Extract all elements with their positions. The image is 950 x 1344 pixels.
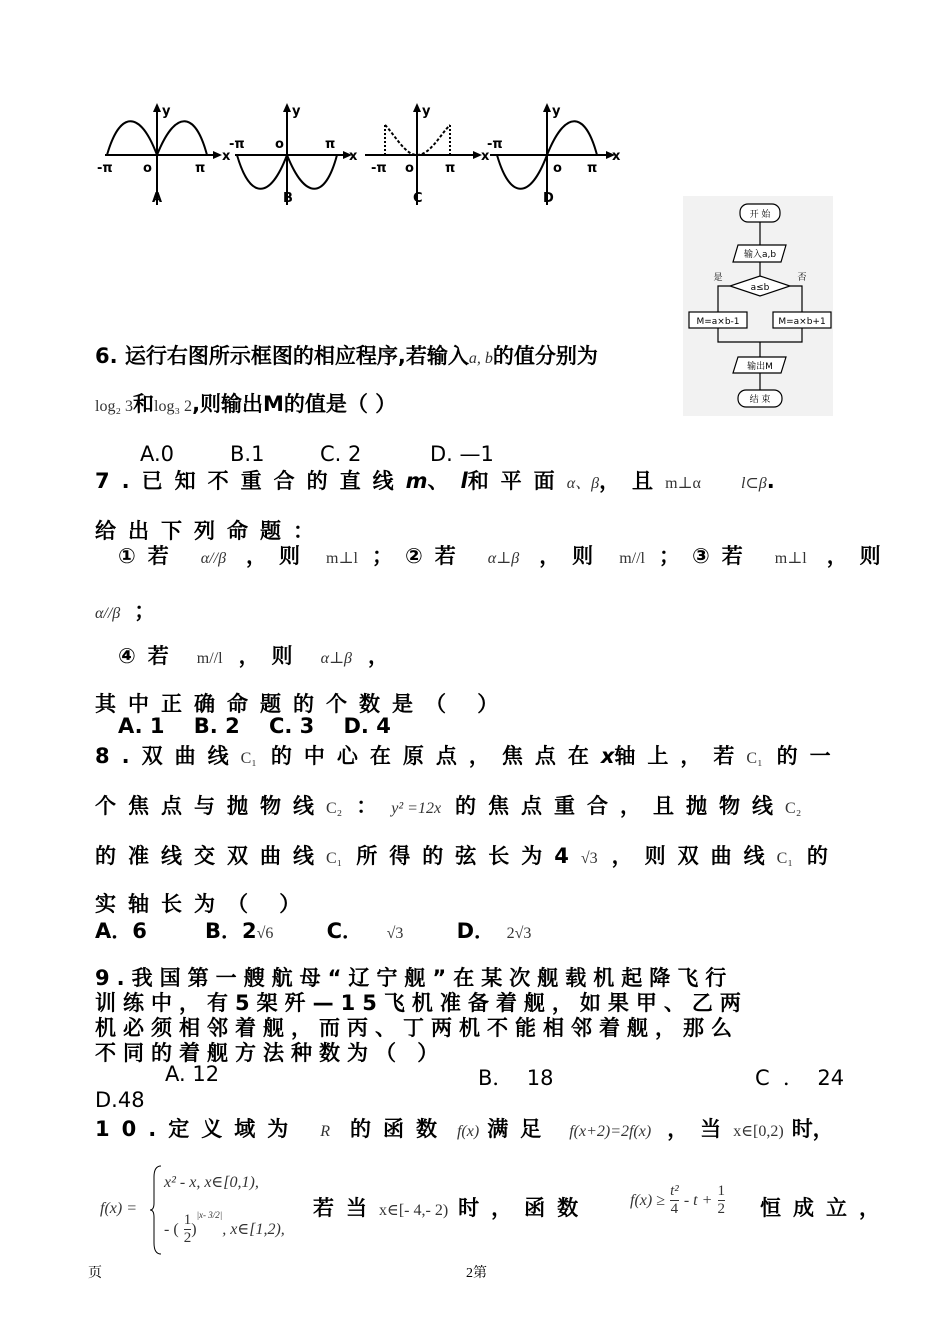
q9-optD: D.48 bbox=[95, 1088, 145, 1112]
q9-line4: 不同的着舰方法种数为（ ） bbox=[95, 1041, 446, 1065]
svg-text:o: o bbox=[405, 161, 414, 176]
q7-line5: 其中正确命题的个数是（ ） bbox=[95, 692, 511, 716]
svg-text:C: C bbox=[413, 191, 423, 206]
function-graphs bbox=[95, 100, 635, 210]
flow-input: 输入a,b bbox=[743, 250, 777, 260]
q10-piecewise: f(x) = x² - x, x∈[0,1), - ( $\frac{1}{2}$ )$^{|x- 3/2|}$, x∈[1,2), bbox=[100, 1160, 310, 1260]
q9-line1: 9.我国第一艘航母“辽宁舰”在某次舰载机起降飞行 bbox=[95, 966, 734, 990]
q7-line2: 给出下列命题： bbox=[95, 519, 326, 543]
flow-left: M=a×b-1 bbox=[696, 317, 740, 327]
q8-line3: 的准线交双曲线C₁ 所得的弦长为4√3 ，则双曲线C₁ 的 bbox=[95, 844, 828, 868]
svg-text:x: x bbox=[222, 149, 231, 164]
flow-end: 结 束 bbox=[749, 395, 771, 405]
svg-text:y: y bbox=[552, 104, 561, 119]
svg-text:x: x bbox=[349, 149, 358, 164]
svg-text:o: o bbox=[275, 137, 284, 152]
q10-line2-end: 恒成立， bbox=[760, 1196, 892, 1220]
flow-output: 输出M bbox=[747, 362, 773, 372]
svg-text:π: π bbox=[195, 161, 206, 176]
q9-optC: C ． 24 bbox=[755, 1066, 845, 1090]
svg-text:y: y bbox=[422, 104, 431, 119]
footer-page: 2第 bbox=[466, 1266, 487, 1281]
svg-text:o: o bbox=[143, 161, 152, 176]
svg-text:x: x bbox=[481, 149, 490, 164]
svg-text:y: y bbox=[292, 104, 301, 119]
svg-text:y: y bbox=[162, 104, 171, 119]
q10-inequality: f(x) ≥ $\frac{\text{t²}}{4}$ - t + $\frac{1}{2}$ bbox=[630, 1183, 726, 1217]
q7-options: A. 1 B. 2 C. 3 D. 4 bbox=[118, 714, 391, 738]
svg-text:x: x bbox=[612, 149, 621, 164]
q9-optA: A. 12 bbox=[165, 1062, 220, 1086]
q9-line2: 训练中，有5架歼—15飞机准备着舰，如果甲、乙两 bbox=[95, 991, 748, 1015]
flow-right: M=a×b+1 bbox=[778, 317, 826, 327]
q9-line3: 机必须相邻着舰，而丙、丁两机不能相邻着舰，那么 bbox=[95, 1016, 739, 1040]
q10-line2: 若当x∈[- 4,- 2) 时，函数 bbox=[313, 1196, 591, 1220]
q7-line1: 7.已知不重合的直线m、l和平面α、β，且m⊥α l⊂β. bbox=[95, 469, 775, 493]
svg-text:π: π bbox=[587, 161, 598, 176]
svg-text:A: A bbox=[152, 191, 163, 206]
q7-props-2: ④若 m//l ，则 α⊥β ， bbox=[118, 644, 389, 668]
q7-props-1: ①若 α//β ，则 m⊥l ；②若 α⊥β ，则 m//l ；③若 m⊥l ，则 bbox=[118, 544, 893, 568]
svg-text:-π: -π bbox=[487, 137, 503, 152]
svg-text:π: π bbox=[445, 161, 456, 176]
q10-line1: 10.定义域为 R 的函数 f(x) 满足 f(x+2)=2f(x) ，当x∈[0,2) 时， bbox=[95, 1117, 834, 1141]
flow-no: 否 bbox=[797, 273, 807, 283]
q9-optB: B． 18 bbox=[478, 1066, 554, 1090]
q8-line4: 实轴长为（ ） bbox=[95, 892, 313, 916]
q6-line1: 6. 运行右图所示框图的相应程序,若输入a, b的值分别为 bbox=[95, 344, 598, 368]
svg-text:B: B bbox=[283, 191, 293, 206]
svg-text:π: π bbox=[325, 137, 336, 152]
svg-text:D: D bbox=[543, 191, 554, 206]
svg-text:-π: -π bbox=[371, 161, 387, 176]
svg-text:o: o bbox=[553, 161, 562, 176]
q8-line1: 8.双曲线C₁ 的中心在原点，焦点在x轴上，若C₁ 的一 bbox=[95, 744, 843, 768]
q6-options: A.0 B.1 C. 2 D. —1 bbox=[140, 442, 494, 466]
flowchart bbox=[683, 196, 833, 416]
flow-start: 开 始 bbox=[749, 210, 771, 220]
flow-cond: a≤b bbox=[750, 283, 770, 293]
svg-text:-π: -π bbox=[97, 161, 113, 176]
q8-options: A．6 B．2√6 C． √3 D． 2√3 bbox=[95, 919, 532, 943]
footer-left: 页 bbox=[88, 1266, 102, 1281]
q6-line2: log₂ 3和log₃ 2,则输出M的值是（ ） bbox=[95, 392, 397, 416]
q8-line2: 个焦点与抛物线C₂ ： y² =12x 的焦点重合，且抛物线C₂ bbox=[95, 794, 802, 818]
q7-props-1b: α//β ； bbox=[95, 599, 156, 623]
flow-yes: 是 bbox=[713, 273, 723, 283]
svg-text:-π: -π bbox=[229, 137, 245, 152]
